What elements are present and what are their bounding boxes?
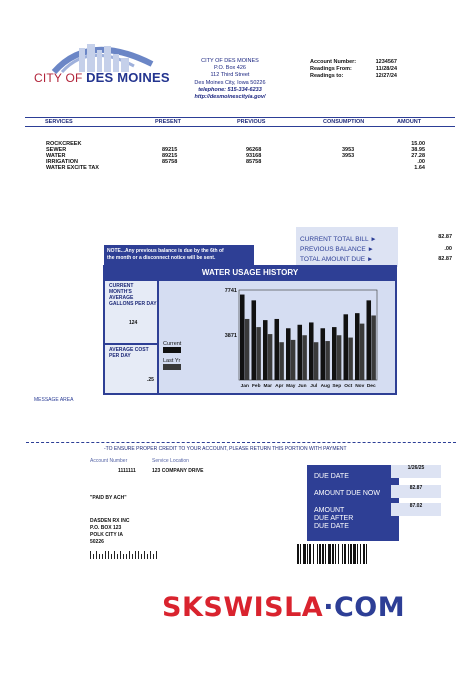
logo-wordmark (34, 70, 170, 85)
amount-due-now-label: AMOUNT DUE NOW (314, 490, 380, 497)
col-consumption: CONSUMPTION (323, 119, 365, 125)
amount-due-now-value: 82.87 (391, 485, 441, 498)
legend-label: Current (163, 341, 182, 347)
bar-current (252, 300, 257, 380)
bar-current (344, 314, 349, 380)
barcode-bar (307, 544, 308, 564)
barcode-bar (342, 544, 343, 564)
total-amount-due-label: TOTAL AMOUNT DUE ► (300, 256, 374, 263)
bar-last-yr (325, 341, 330, 380)
col-previous: PREVIOUS (237, 119, 266, 125)
bar-last-yr (291, 340, 296, 380)
service-previous: 93168 (246, 153, 262, 159)
service-present: 85758 (162, 159, 178, 165)
barcode-bar (328, 544, 331, 564)
bar-last-yr (360, 324, 365, 380)
avg-gallons-label-2: AVERAGE (109, 295, 134, 301)
avg-gallons-label-3: GALLONS PER DAY (109, 301, 157, 307)
service-previous: 96268 (246, 147, 262, 153)
barcode-bar (325, 544, 326, 564)
table-row (0, 165, 470, 171)
barcode-bar (317, 544, 318, 564)
previous-balance-value: .00 (444, 246, 452, 252)
barcode-bar (335, 544, 336, 564)
x-tick-label: Sep (332, 384, 342, 389)
barcode-bar (350, 544, 352, 564)
service-amount: 15.00 (411, 141, 425, 147)
service-consumption: 3953 (342, 147, 355, 153)
col-services: SERVICES (45, 119, 73, 125)
service-name: ROCKCREEK (46, 141, 82, 147)
remit-summary-box (307, 465, 399, 541)
avg-gallons-box (105, 281, 157, 343)
bar-last-yr (371, 315, 376, 380)
paid-by-ach: "PAID BY ACH" (90, 495, 127, 501)
barcode-bar (360, 544, 361, 564)
bar-current (286, 328, 291, 380)
bar-last-yr (279, 342, 284, 380)
service-amount: 1.64 (414, 165, 425, 171)
barcode-bar (319, 544, 321, 564)
bar-last-yr (348, 338, 353, 380)
current-total-bill-value: 82.87 (438, 234, 452, 240)
readings-to-label: Readings to: (310, 73, 344, 79)
service-name: IRRIGATION (46, 159, 78, 165)
service-consumption: 3953 (342, 153, 355, 159)
watermark-part-1: SKSWISLA (162, 592, 324, 623)
tear-line (26, 442, 456, 443)
water-usage-title: WATER USAGE HISTORY (201, 268, 299, 277)
x-tick-label: Nov (355, 384, 365, 389)
message-area-label: MESSAGE AREA (34, 397, 74, 403)
bar-last-yr (337, 335, 342, 380)
service-amount: 38.95 (411, 147, 425, 153)
bar-current (367, 300, 372, 380)
bar-current (309, 322, 314, 380)
note-line-1: NOTE...Any previous balance is due by the 6th of (107, 248, 224, 254)
city-state-zip: Des Moines City, Iowa 50226 (194, 79, 266, 86)
total-amount-due-value: 82.87 (438, 256, 452, 262)
mail-address-2: P.O. BOX 123 (90, 525, 122, 531)
service-amount: 27.28 (411, 153, 425, 159)
x-tick-label: Feb (251, 384, 261, 389)
x-tick-label: Jul (310, 384, 318, 389)
barcode-bar (303, 544, 306, 564)
bar-current (321, 328, 326, 380)
amount-after-label-2: DUE AFTER (314, 515, 354, 522)
bar-last-yr (245, 319, 250, 380)
remit-instruction: -TO ENSURE PROPER CREDIT TO YOUR ACCOUNT, PLEASE RETURN THIS PORTION WITH PAYMENT (104, 446, 347, 452)
remit-service-location: 123 COMPANY DRIVE (152, 468, 204, 474)
service-present: 89215 (162, 153, 178, 159)
readings-from-value: 11/28/24 (375, 66, 397, 72)
avg-gallons-value: 124 (129, 320, 138, 326)
city-address-block (170, 58, 290, 101)
x-tick-label: May (286, 384, 296, 389)
due-date-value: 1/26/25 (391, 465, 441, 478)
mail-address-1: DASDEN RX INC (90, 518, 130, 524)
x-tick-label: Oct (344, 384, 353, 389)
avg-cost-box (105, 345, 157, 393)
bar-last-yr (302, 335, 307, 380)
service-name: WATER EXCITE TAX (46, 165, 99, 171)
barcode-bar (297, 544, 299, 564)
account-number-label: Account Number: (310, 59, 357, 65)
barcode-bar (353, 544, 356, 564)
avg-cost-value: .25 (147, 377, 154, 383)
payment-barcode (297, 544, 393, 564)
services-rows (0, 141, 470, 173)
totals-panel (296, 227, 398, 267)
watermark (162, 592, 405, 623)
service-name: WATER (46, 153, 66, 159)
barcode-bar (344, 544, 346, 564)
bar-current (298, 325, 303, 380)
due-date-label: DUE DATE (314, 473, 349, 480)
barcode-bar (338, 544, 339, 564)
avg-gallons-label-1: CURRENT MONTH'S (109, 283, 134, 295)
x-tick-label: Aug (320, 384, 330, 389)
city-street: 112 Third Street (210, 72, 250, 79)
usage-chart (159, 281, 395, 393)
amount-after-label-3: DUE DATE (314, 523, 349, 530)
bar-current (275, 319, 280, 380)
barcode-bar (322, 544, 324, 564)
city-website[interactable]: http://desmoinescityia.gov/ (194, 94, 266, 101)
bar-current (240, 295, 245, 380)
bar-current (263, 320, 268, 380)
watermark-part-2: COM (333, 592, 406, 623)
current-total-bill-label: CURRENT TOTAL BILL ► (300, 236, 377, 243)
water-usage-panel (103, 265, 397, 395)
service-name: SEWER (46, 147, 67, 153)
col-present: PRESENT (155, 119, 181, 125)
readings-from-label: Readings From: (310, 66, 352, 72)
barcode-bar (309, 544, 311, 564)
x-tick-label: Apr (275, 384, 284, 389)
x-tick-label: Mar (263, 384, 273, 389)
city-logo (34, 34, 154, 74)
city-telephone: telephone: 515-334-6233 (198, 86, 262, 93)
readings-to-value: 12/27/24 (375, 73, 397, 79)
col-amount: AMOUNT (397, 119, 422, 125)
y-tick-label: 3871 (224, 332, 237, 339)
barcode-bar (363, 544, 365, 564)
bar-current (332, 327, 337, 380)
legend-swatch (163, 364, 181, 370)
y-tick-label: 7741 (224, 288, 237, 294)
note-line-2: the month or a disconnect notice will be sent. (107, 254, 216, 261)
bar-current (355, 313, 360, 380)
barcode-bar (300, 544, 301, 564)
service-present: 89215 (162, 147, 178, 153)
logo-des-moines: DES MOINES (86, 70, 170, 85)
x-tick-label: Jan (240, 384, 249, 389)
postal-barcode (90, 551, 160, 559)
account-number-col-label: Account Number (90, 458, 128, 464)
bar-last-yr (314, 342, 319, 380)
amount-after-label-1: AMOUNT (314, 507, 345, 514)
balance-note (104, 245, 254, 266)
mail-address-3: POLK CITY IA (90, 532, 123, 538)
bar-last-yr (268, 334, 273, 380)
legend-label: Last Yr (163, 358, 181, 364)
amount-after-due-value: 87.02 (391, 503, 441, 516)
barcode-bar (332, 544, 334, 564)
service-location-col-label: Service Location (152, 458, 189, 464)
usage-plot-area (159, 281, 395, 393)
logo-city-of: CITY OF (34, 71, 83, 85)
barcode-bar (348, 544, 349, 564)
mail-address-4: 50226 (90, 539, 104, 545)
x-tick-label: Dec (366, 384, 376, 389)
barcode-bar (357, 544, 358, 564)
avg-cost-label-2: PER DAY (109, 353, 131, 359)
barcode-bar (313, 544, 314, 564)
services-header (25, 117, 455, 127)
bar-last-yr (256, 327, 261, 380)
city-name: CITY OF DES MOINES (201, 58, 259, 64)
barcode-bar (366, 544, 367, 564)
account-number-value: 1234567 (375, 59, 397, 65)
service-amount: .00 (417, 159, 425, 165)
service-previous: 85758 (246, 159, 262, 165)
x-tick-label: Jun (297, 384, 307, 389)
city-po-box: P.O. Box 426 (213, 65, 246, 72)
remit-account-number: 1111111 (118, 468, 136, 474)
avg-cost-label-1: AVERAGE COST (109, 347, 149, 353)
previous-balance-label: PREVIOUS BALANCE ► (300, 246, 374, 253)
legend-swatch (163, 347, 181, 353)
watermark-dot: · (323, 592, 334, 623)
